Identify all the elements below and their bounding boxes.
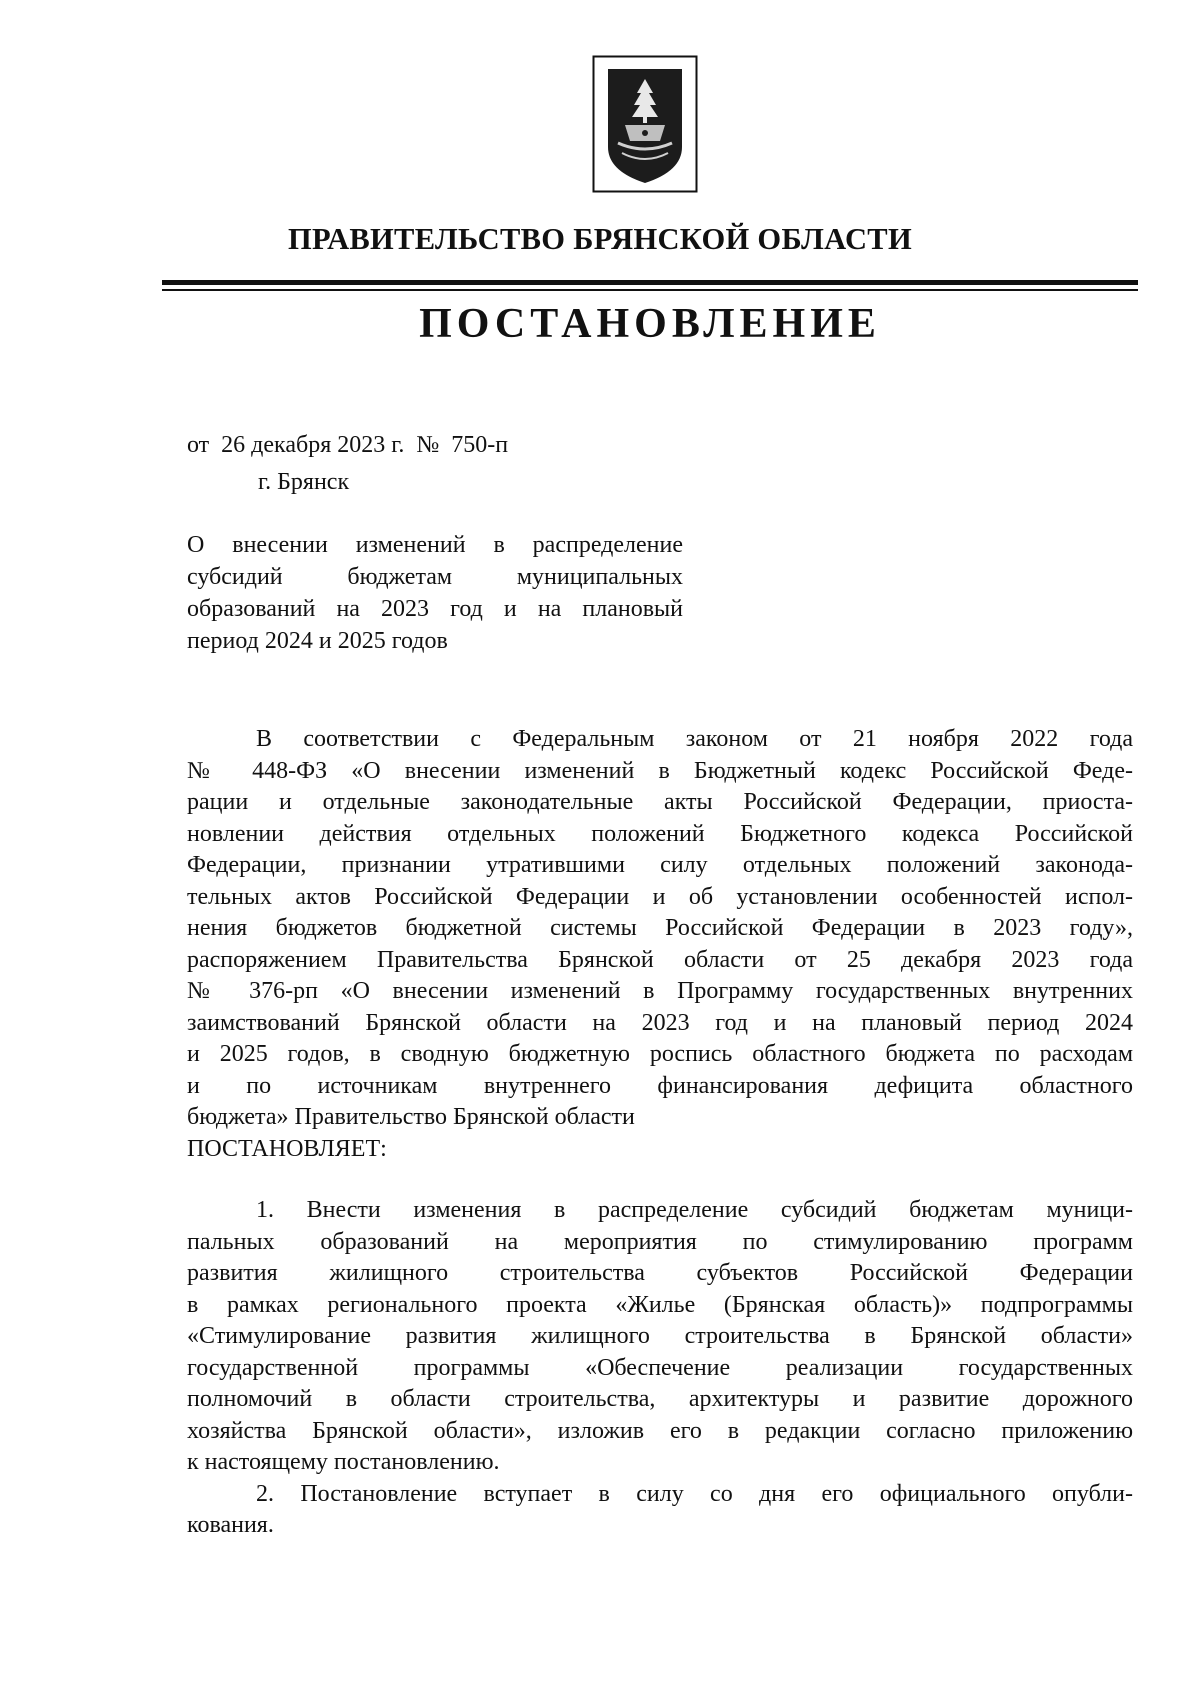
body-line: В соответствии с Федеральным законом от 21 ноября 2022 года	[256, 726, 1133, 752]
subject-line: период 2024 и 2025 годов	[187, 628, 448, 654]
document-subject	[187, 529, 683, 657]
subject-line: субсидий бюджетам муниципальных	[187, 564, 683, 590]
body-line: полномочий в области строительства, архитектуры и развитие дорожного	[187, 1386, 1133, 1412]
body-line: государственной программы «Обеспечение реализации государственных	[187, 1354, 1133, 1381]
body-line: Федерации, признании утратившими силу отдельных положений законода-	[187, 852, 1133, 878]
body-line: рации и отдельные законодательные акты Российской Федерации, приоста-	[187, 789, 1133, 815]
body-line: № 448-ФЗ «О внесении изменений в Бюджетный кодекс Российской Феде-	[187, 757, 1133, 784]
body-line: № 376-рп «О внесении изменений в Программу государственных внутренних	[187, 978, 1133, 1004]
subject-line: О внесении изменений в распределение	[187, 532, 683, 558]
body-line: развития жилищного строительства субъектов Российской Федерации	[187, 1260, 1133, 1286]
paragraph-gap	[187, 1165, 1133, 1195]
coat-of-arms-icon	[592, 55, 698, 193]
document-body	[187, 724, 1133, 1542]
item-2-paragraph	[187, 1479, 1133, 1542]
body-line: «Стимулирование развития жилищного строительства в Брянской области»	[187, 1323, 1133, 1349]
header-rule-thick	[162, 280, 1138, 285]
body-line: в рамках регионального проекта «Жилье (Брянская область)» подпрограммы	[187, 1291, 1133, 1318]
document-type: ПОСТАНОВЛЕНИЕ	[419, 301, 881, 347]
body-line: к настоящему постановлению.	[187, 1449, 500, 1475]
body-line: 2. Постановление вступает в силу со дня его официального опубли-	[256, 1480, 1133, 1507]
body-line: тельных актов Российской Федерации и об установлении особенностей испол-	[187, 883, 1133, 910]
body-line: заимствований Брянской области на 2023 год и на плановый период 2024	[187, 1009, 1133, 1036]
item-1-paragraph	[187, 1195, 1133, 1479]
date-number-line: от 26 декабря 2023 г. № 750-п	[187, 432, 509, 458]
body-line: и по источникам внутреннего финансирования дефицита областного	[187, 1072, 1133, 1099]
header-rule-thin	[162, 289, 1138, 291]
body-line: кования.	[187, 1512, 274, 1538]
body-line: нения бюджетов бюджетной системы Российской Федерации в 2023 году»,	[187, 915, 1133, 941]
resolves-heading: ПОСТАНОВЛЯЕТ:	[187, 1135, 387, 1162]
body-line: 1. Внести изменения в распределение субсидий бюджетам муници-	[256, 1197, 1133, 1223]
body-line: бюджета» Правительство Брянской области	[187, 1104, 635, 1130]
body-line: и 2025 годов, в сводную бюджетную роспись областного бюджета по расходам	[187, 1041, 1133, 1067]
organization-title: ПРАВИТЕЛЬСТВО БРЯНСКОЙ ОБЛАСТИ	[288, 222, 912, 256]
body-line: распоряжением Правительства Брянской области от 25 декабря 2023 года	[187, 946, 1133, 973]
body-line: хозяйства Брянской области», изложив его в редакции согласно приложению	[187, 1417, 1133, 1444]
body-line: новлении действия отдельных положений Бюджетного кодекса Российской	[187, 820, 1133, 847]
city-line: г. Брянск	[258, 469, 350, 495]
preamble-paragraph	[187, 724, 1133, 1165]
subject-line: образований на 2023 год и на плановый	[187, 596, 683, 622]
body-line: пальных образований на мероприятия по стимулированию программ	[187, 1228, 1133, 1255]
